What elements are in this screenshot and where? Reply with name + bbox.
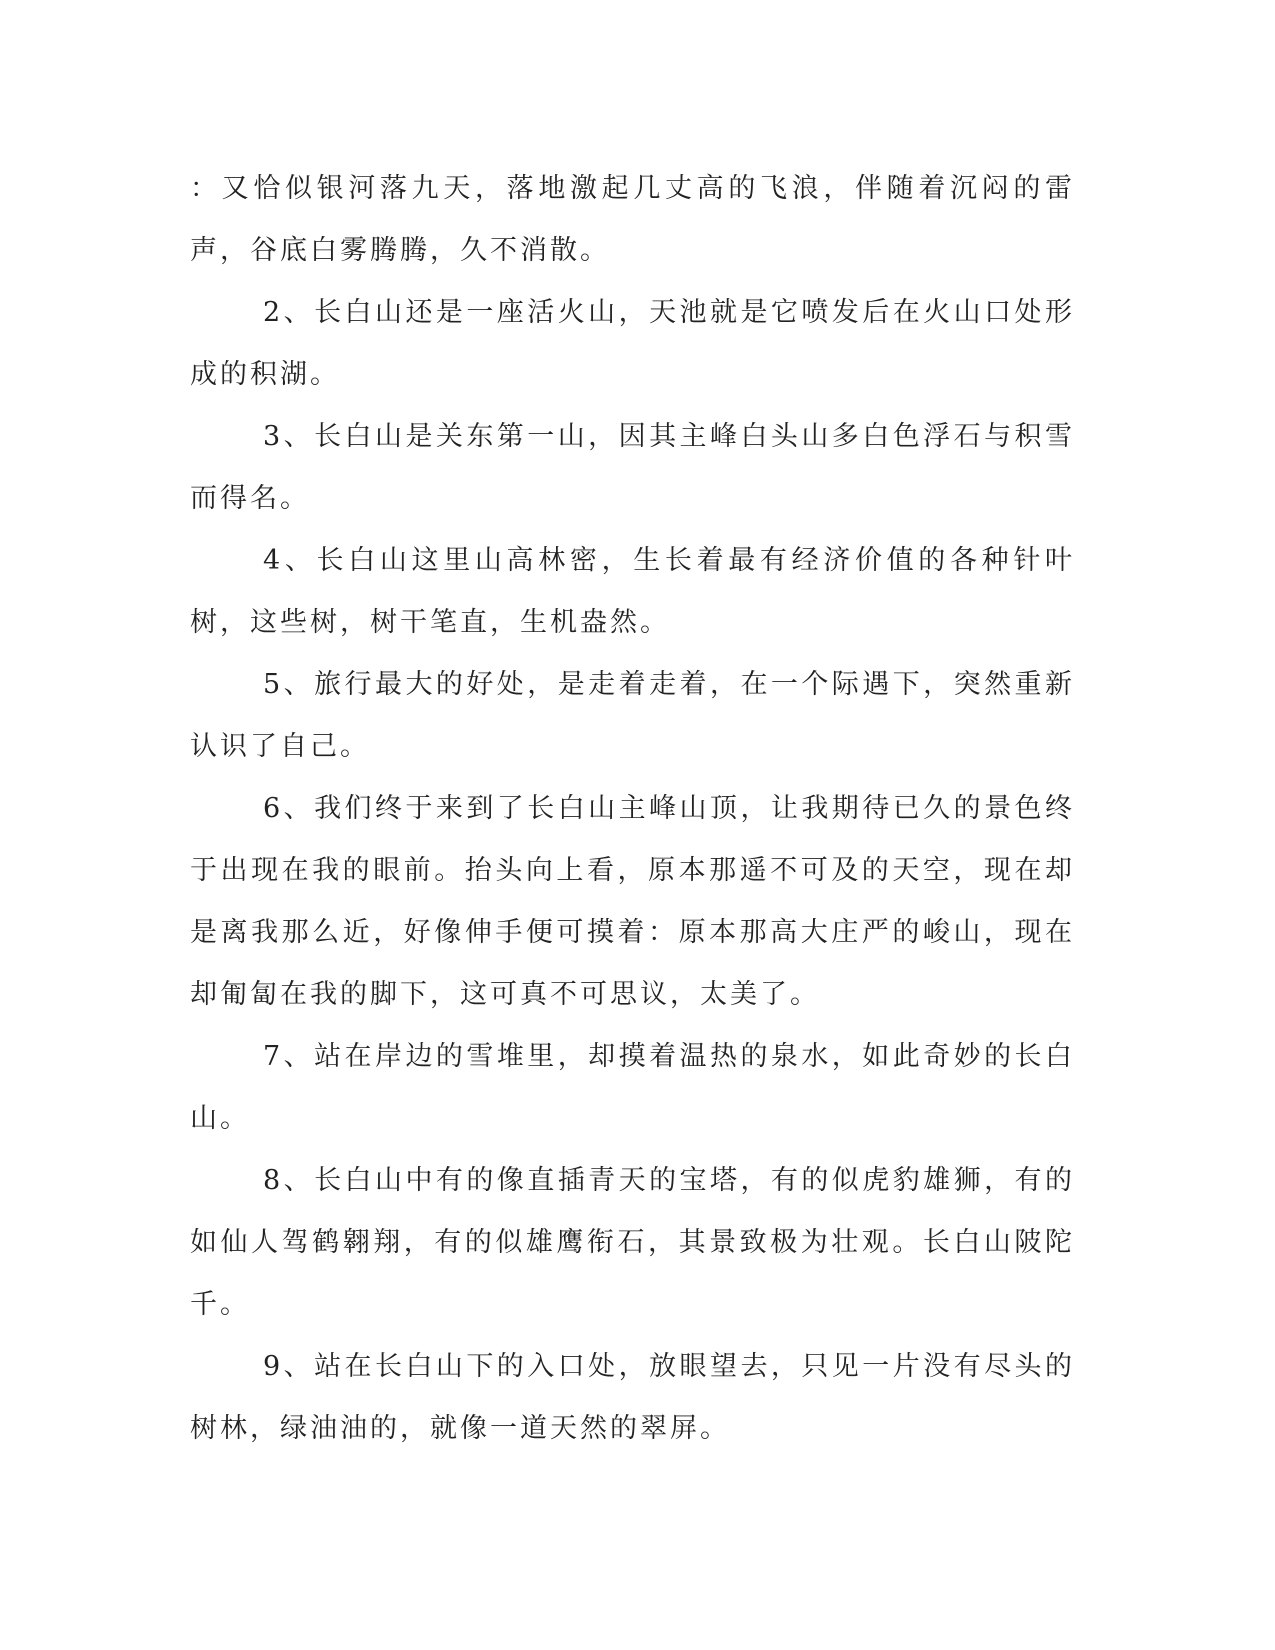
paragraph-continuation: ：又恰似银河落九天，落地激起几丈高的飞浪，伴随着沉闷的雷声，谷底白雾腾腾，久不消散。 bbox=[190, 173, 1075, 266]
paragraph-item-6: 6、我们终于来到了长白山主峰山顶，让我期待已久的景色终于出现在我的眼前。抬头向上看，原本那遥不可及的天空，现在却是离我那么近，好像伸手便可摸着：原本那高大庄严的峻山，现在却匍匐在我的脚下，这可真不可思议，太美了。 bbox=[190, 793, 1075, 1010]
paragraph-item-7: 7、站在岸边的雪堆里，却摸着温热的泉水，如此奇妙的长白山。 bbox=[190, 1041, 1075, 1134]
paragraph-item-8: 8、长白山中有的像直插青天的宝塔，有的似虎豹雄狮，有的如仙人驾鹤翱翔，有的似雄鹰衔石，其景致极为壮观。长白山陂陀千。 bbox=[190, 1165, 1075, 1320]
paragraph-item-3: 3、长白山是关东第一山，因其主峰白头山多白色浮石与积雪而得名。 bbox=[190, 421, 1075, 514]
paragraph-item-2: 2、长白山还是一座活火山，天池就是它喷发后在火山口处形成的积湖。 bbox=[190, 297, 1075, 390]
paragraph-item-4: 4、长白山这里山高林密，生长着最有经济价值的各种针叶树，这些树，树干笔直，生机盎然。 bbox=[190, 545, 1075, 638]
paragraph-item-5: 5、旅行最大的好处，是走着走着，在一个际遇下，突然重新认识了自己。 bbox=[190, 669, 1075, 762]
document-body bbox=[190, 158, 1075, 1460]
paragraph-item-9: 9、站在长白山下的入口处，放眼望去，只见一片没有尽头的树林，绿油油的，就像一道天然的翠屏。 bbox=[190, 1351, 1075, 1444]
